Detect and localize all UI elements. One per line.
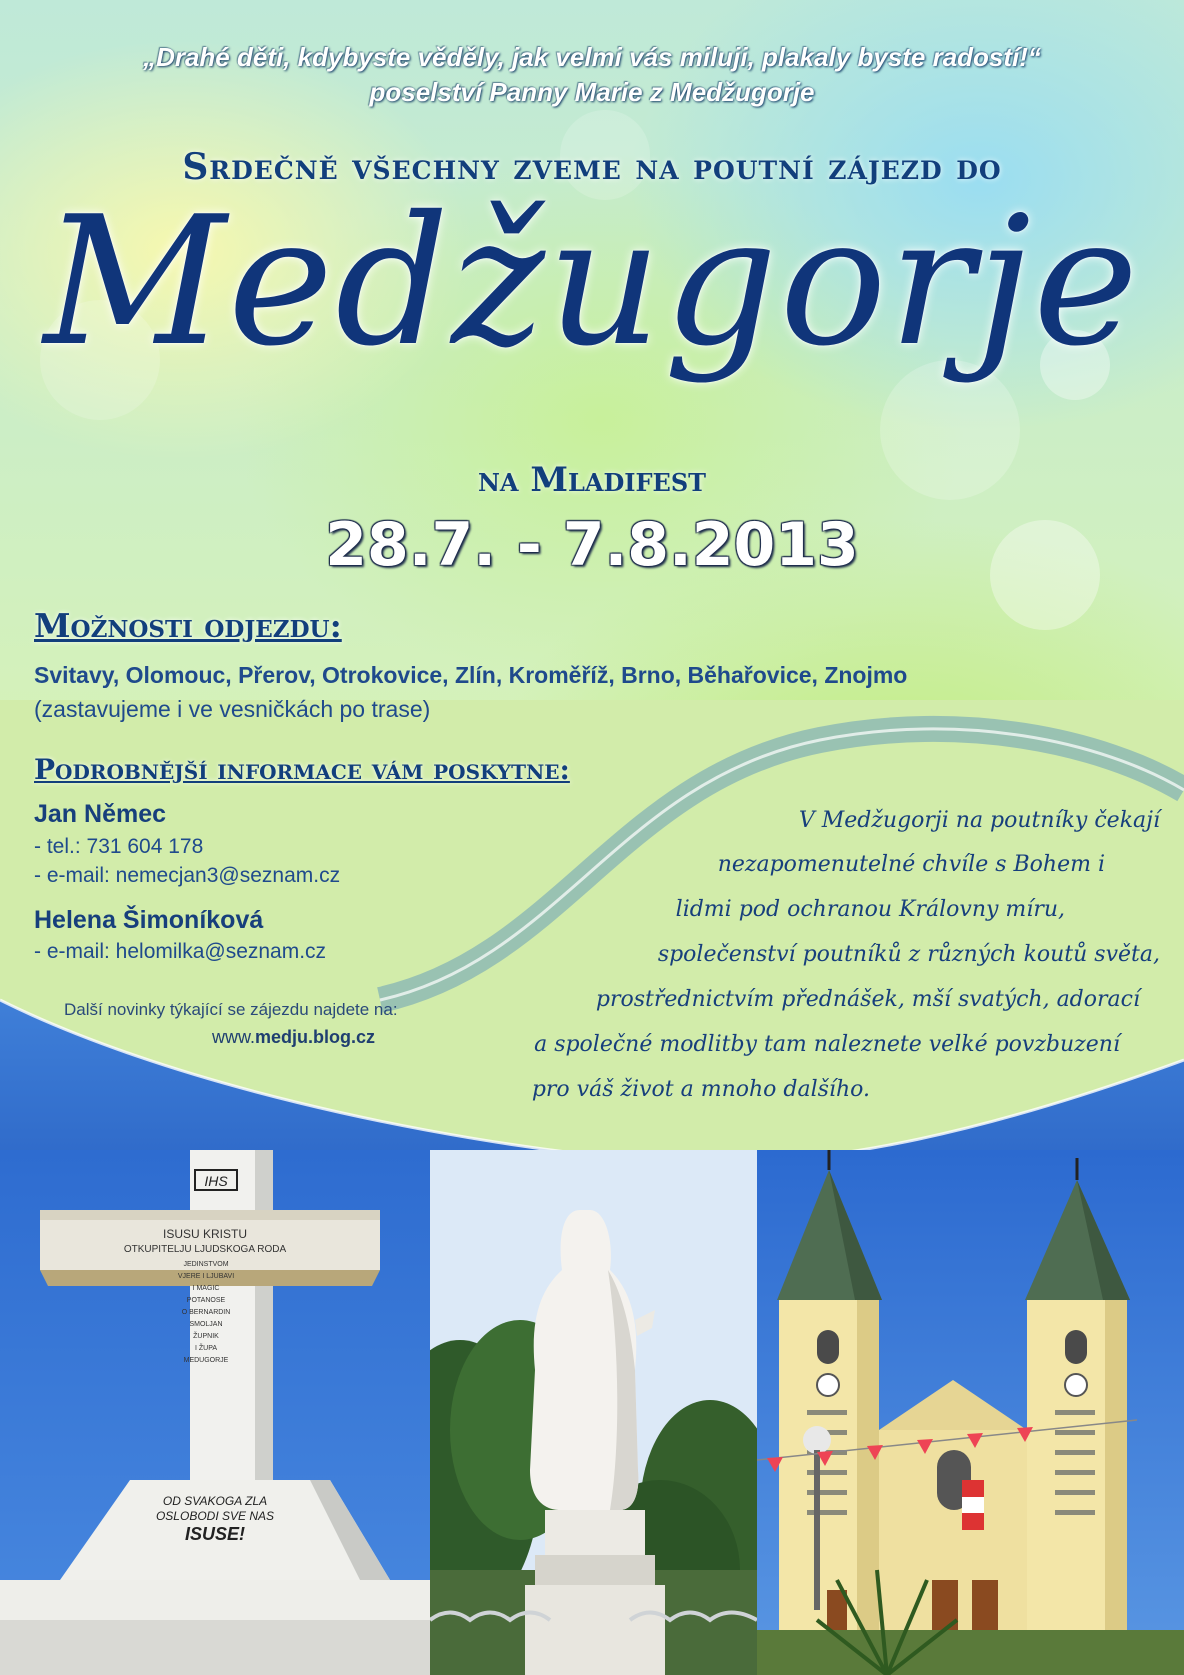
- departure-cities: Svitavy, Olomouc, Přerov, Otrokovice, Zlín, Kroměříž, Brno, Běhařovice, Znojmo: [34, 662, 908, 688]
- church-photo: [757, 1150, 1184, 1675]
- contact-name: Helena Šimoníková: [34, 906, 264, 934]
- description-line: prostřednictvím přednášek, mší svatých, adorací: [595, 987, 1140, 1012]
- cross-arm-text: ISUSU KRISTU: [162, 1227, 248, 1241]
- church-image: [757, 1150, 1184, 1675]
- departure-note: (zastavujeme i ve vesničkách po trase): [34, 696, 431, 722]
- description-line: nezapomenutelné chvíle s Bohem i: [717, 852, 1105, 877]
- cross-inscription-line: ŽUPNIK: [193, 1333, 219, 1340]
- quote-line: „Drahé děti, kdybyste věděly, jak velmi vás miluji, plakaly byste radostí!“: [143, 42, 1041, 72]
- cross-image: [0, 1150, 430, 1675]
- cross-arm-text2: OTKUPITELJU LJUDSKOGA RODA: [123, 1244, 287, 1255]
- contact-phone: - tel.: 731 604 178: [34, 835, 204, 858]
- departures-heading: Možnosti odjezdu:: [34, 606, 342, 645]
- statue-photo: [430, 1150, 757, 1675]
- contact-name: Jan Němec: [34, 800, 167, 828]
- cross-photo: [0, 1150, 430, 1675]
- invitation-heading: Srdečně všechny zveme na poutní zájezd do: [182, 146, 1002, 188]
- cross-sign: IHS: [204, 1173, 228, 1189]
- description-line: lidmi pod ochranou Královny míru,: [675, 897, 1065, 922]
- cross-inscription-line: O BERNARDIN: [181, 1309, 231, 1316]
- quote: [0, 40, 1184, 110]
- page-title: Medžugorje: [43, 178, 1141, 385]
- cross-base-text: OD SVAKOGA ZLA: [162, 1494, 268, 1508]
- blog-link-prefix: www.: [212, 1027, 256, 1047]
- contact-email: - e-mail: nemecjan3@seznam.cz: [34, 864, 341, 887]
- news-text: Další novinky týkající se zájezdu najdete na:: [64, 1000, 398, 1019]
- cross-base-text: OSLOBODI SVE NAS: [155, 1509, 275, 1523]
- cross-inscription-line: I MAGIC: [192, 1285, 220, 1292]
- description-line: V Medžugorji na poutníky čekají: [798, 808, 1160, 833]
- quote-source: poselství Panny Marie z Medžugorje: [369, 77, 815, 107]
- description-line: společenství poutníků z různých koutů světa,: [657, 942, 1160, 967]
- event-dates: 28.7. - 7.8.2013: [325, 510, 859, 580]
- blog-link[interactable]: [212, 1027, 375, 1048]
- cross-inscription-line: VJERE I LJUBAVI: [177, 1273, 235, 1280]
- cross-inscription-line: POTANOSE: [186, 1297, 226, 1304]
- description-line: a společné modlitby tam naleznete velké povzbuzení: [534, 1032, 1120, 1057]
- subtitle: na Mladifest: [477, 460, 707, 500]
- description-line: pro váš život a mnoho dalšího.: [531, 1077, 870, 1102]
- cross-inscription-line: JEDINSTVOM: [183, 1261, 229, 1268]
- cross-inscription-line: SMOLJAN: [189, 1321, 223, 1328]
- blog-link-domain: medju.blog.cz: [255, 1027, 376, 1047]
- cross-inscription-line: MEDUGORJE: [183, 1357, 229, 1364]
- contacts-heading: Podrobnější informace vám poskytne:: [34, 753, 570, 786]
- statue-image: [430, 1150, 757, 1675]
- contact-email: - e-mail: helomilka@seznam.cz: [34, 940, 327, 963]
- cross-base-text: ISUSE!: [184, 1524, 246, 1544]
- cross-inscription-line: I ŽUPA: [194, 1345, 218, 1352]
